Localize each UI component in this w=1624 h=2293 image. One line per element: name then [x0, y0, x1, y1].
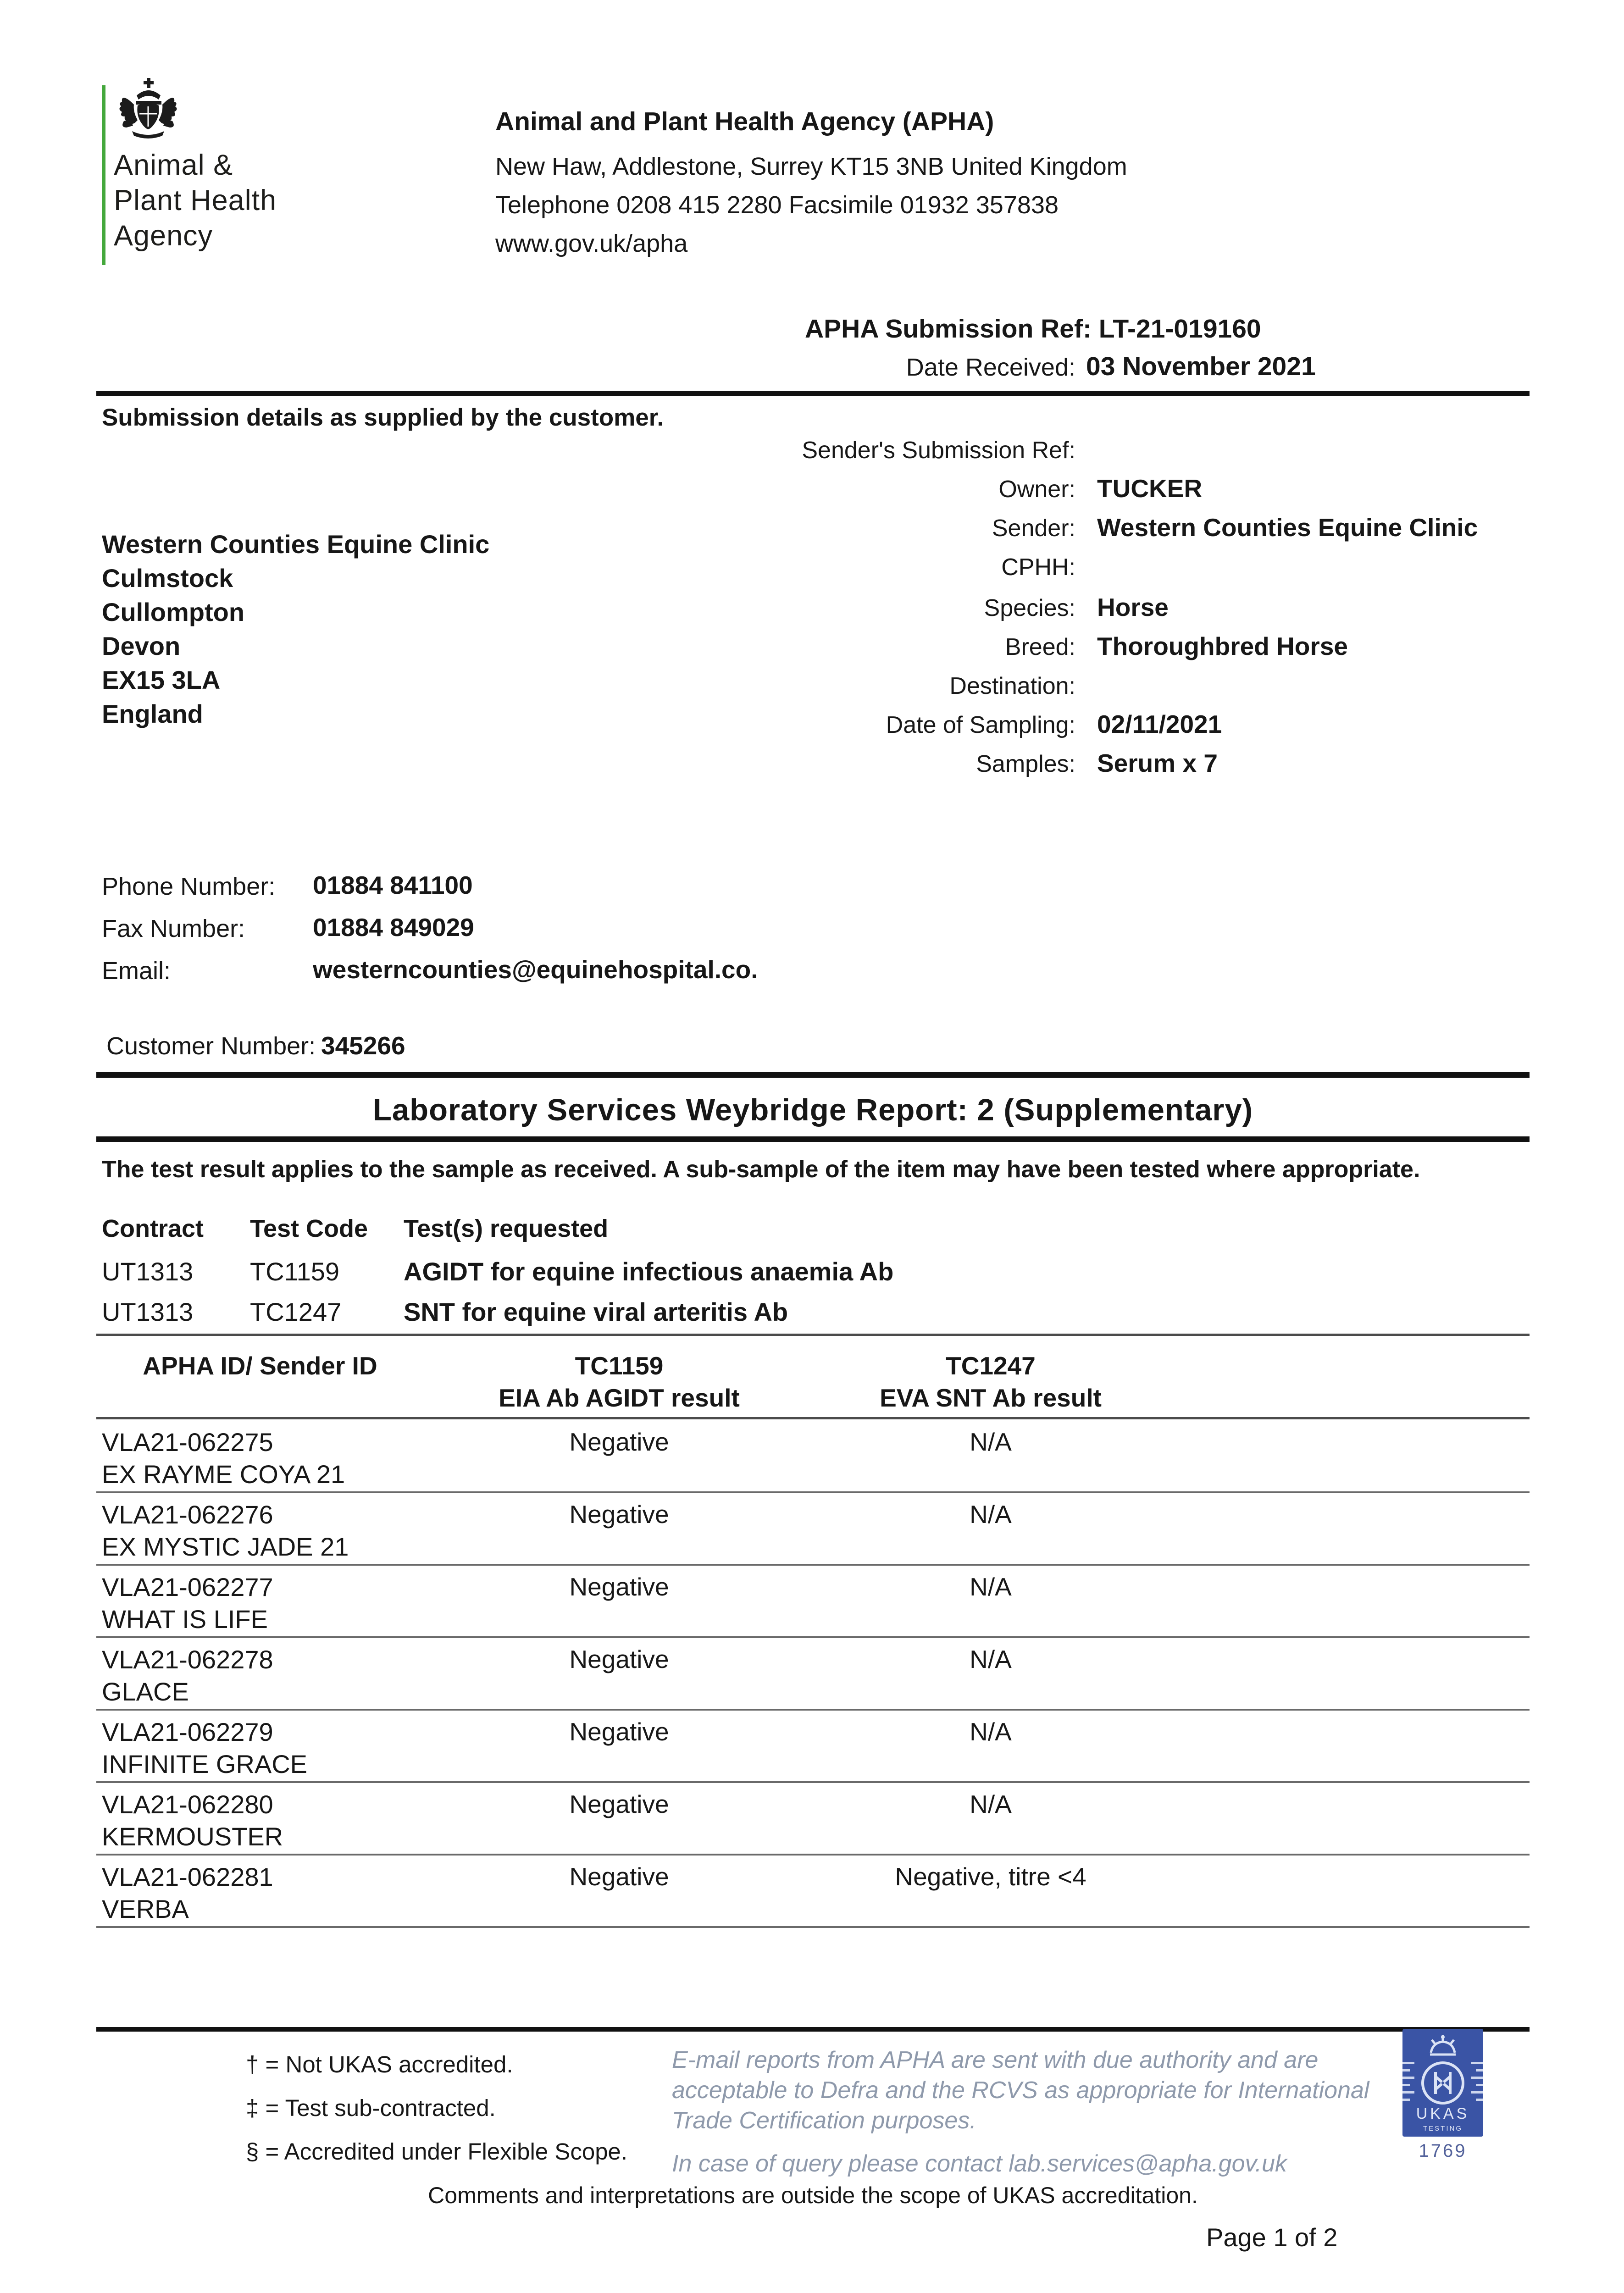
- field-label: Date of Sampling:: [886, 712, 1075, 738]
- report-title: Laboratory Services Weybridge Report: 2 (Supplementary): [372, 1093, 1253, 1127]
- apha-submission-ref: [805, 314, 1261, 344]
- field-label: Sender:: [992, 515, 1075, 542]
- divider-above-title: [96, 1072, 1530, 1078]
- result-col1: Negative: [569, 1645, 669, 1673]
- customer-details-heading: Submission details as supplied by the customer.: [102, 404, 664, 431]
- field-label: Breed:: [1005, 634, 1075, 660]
- result-col2: Negative, titre <4: [895, 1862, 1086, 1891]
- date-received-label: Date Received:: [906, 354, 1075, 381]
- result-col2: N/A: [970, 1500, 1012, 1529]
- sample-id: VLA21-062277: [102, 1573, 273, 1601]
- results-table-top-rule: [96, 1334, 1530, 1336]
- field-label: Owner:: [998, 476, 1075, 503]
- test-code-header: Test Code: [250, 1215, 368, 1242]
- svg-text:TESTING: TESTING: [1423, 2125, 1463, 2132]
- field-label: Sender's Submission Ref:: [802, 437, 1075, 464]
- email-note-line: Trade Certification purposes.: [672, 2107, 976, 2134]
- contact-label: Phone Number:: [102, 873, 276, 900]
- results-header-rule: [96, 1417, 1530, 1419]
- footer-rule: [96, 2027, 1530, 2032]
- results-col2-name: EVA SNT Ab result: [880, 1384, 1102, 1412]
- row-divider: [96, 1636, 1530, 1638]
- address-line: EX15 3LA: [102, 665, 221, 694]
- contact-value: 01884 841100: [313, 871, 473, 899]
- field-value: Thoroughbred Horse: [1097, 632, 1348, 660]
- contact-value: 01884 849029: [313, 913, 474, 942]
- sample-name: INFINITE GRACE: [102, 1750, 308, 1778]
- contract-cell: UT1313: [102, 1257, 194, 1286]
- contract-header: Contract: [102, 1215, 204, 1242]
- logo-line-1: Animal &: [114, 149, 233, 181]
- contact-label: Email:: [102, 957, 171, 985]
- sample-id: VLA21-062278: [102, 1645, 273, 1674]
- sample-id: VLA21-062281: [102, 1862, 273, 1891]
- result-col2: N/A: [970, 1645, 1012, 1673]
- field-value: Western Counties Equine Clinic: [1097, 513, 1478, 542]
- contract-cell: UT1313: [102, 1297, 194, 1326]
- logo-accent-bar: [102, 85, 105, 265]
- test-code-cell: TC1159: [250, 1257, 340, 1286]
- email-note-line: E-mail reports from APHA are sent with due authority and are: [672, 2047, 1319, 2073]
- address-line: Cullompton: [102, 598, 245, 626]
- field-value: TUCKER: [1097, 474, 1203, 503]
- agency-phone-fax: Telephone 0208 415 2280 Facsimile 01932 357838: [495, 191, 1059, 219]
- legend-not-ukas: † = Not UKAS accredited.: [246, 2051, 513, 2077]
- sample-id: VLA21-062275: [102, 1428, 273, 1457]
- sample-name: EX RAYME COYA 21: [102, 1460, 345, 1489]
- logo-line-3: Agency: [114, 220, 213, 252]
- field-value: 02/11/2021: [1097, 710, 1222, 738]
- sample-id: VLA21-062279: [102, 1717, 273, 1746]
- divider-top: [96, 391, 1530, 396]
- result-col1: Negative: [569, 1790, 669, 1818]
- email-note-line: acceptable to Defra and the RCVS as appropriate for International: [672, 2077, 1369, 2104]
- customer-number-value: 345266: [321, 1031, 405, 1060]
- sample-name: GLACE: [102, 1677, 189, 1706]
- result-col1: Negative: [569, 1862, 669, 1891]
- query-note: In case of query please contact lab.services@apha.gov.uk: [672, 2150, 1287, 2177]
- test-code-cell: TC1247: [250, 1297, 342, 1326]
- ukas-testing-logo: [1402, 2029, 1483, 2137]
- customer-address-block: [102, 527, 489, 731]
- sample-name: KERMOUSTER: [102, 1822, 283, 1851]
- field-label: Destination:: [949, 673, 1075, 699]
- sample-name: WHAT IS LIFE: [102, 1605, 268, 1634]
- royal-coat-of-arms-icon: [114, 77, 183, 148]
- customer-number-label: Customer Number:: [106, 1032, 316, 1060]
- contact-label: Fax Number:: [102, 915, 245, 942]
- ukas-number: 1769: [1419, 2141, 1467, 2161]
- field-label: Samples:: [976, 751, 1075, 777]
- row-divider: [96, 1491, 1530, 1493]
- row-divider: [96, 1854, 1530, 1855]
- address-line: Culmstock: [102, 564, 233, 593]
- logo-line-2: Plant Health: [114, 184, 277, 216]
- result-col2: N/A: [970, 1573, 1012, 1601]
- test-requested-cell: AGIDT for equine infectious anaemia Ab: [404, 1257, 894, 1286]
- comments-note: Comments and interpretations are outside the scope of UKAS accreditation.: [428, 2182, 1198, 2208]
- svg-text:UKAS: UKAS: [1416, 2105, 1470, 2122]
- row-divider: [96, 1709, 1530, 1711]
- sample-id: VLA21-062280: [102, 1790, 273, 1819]
- test-requested-cell: SNT for equine viral arteritis Ab: [404, 1297, 788, 1326]
- page-number: Page 1 of 2: [1206, 2223, 1338, 2252]
- field-value: Serum x 7: [1097, 749, 1218, 777]
- agency-title: Animal and Plant Health Agency (APHA): [495, 107, 994, 136]
- field-value: Horse: [1097, 593, 1169, 621]
- address-line: England: [102, 699, 203, 728]
- agency-address: New Haw, Addlestone, Surrey KT15 3NB United Kingdom: [495, 153, 1127, 180]
- field-label: CPHH:: [1001, 554, 1075, 581]
- report-disclaimer: The test result applies to the sample as received. A sub-sample of the item may have been tested where appropriate.: [102, 1156, 1420, 1183]
- sample-name: VERBA: [102, 1894, 189, 1923]
- row-divider: [96, 1564, 1530, 1566]
- row-divider: [96, 1926, 1530, 1928]
- sample-name: EX MYSTIC JADE 21: [102, 1532, 349, 1561]
- results-col1-name: EIA Ab AGIDT result: [499, 1384, 740, 1412]
- row-divider: [96, 1781, 1530, 1783]
- result-col2: N/A: [970, 1717, 1012, 1746]
- result-col1: Negative: [569, 1428, 669, 1456]
- agency-logo-wordmark: [114, 148, 277, 254]
- divider-below-title: [96, 1136, 1530, 1142]
- sample-id: VLA21-062276: [102, 1500, 273, 1529]
- result-col1: Negative: [569, 1717, 669, 1746]
- contact-value: westerncounties@equinehospital.co.: [313, 955, 758, 984]
- results-id-header: APHA ID/ Sender ID: [143, 1351, 377, 1380]
- legend-flexible-scope: § = Accredited under Flexible Scope.: [246, 2138, 628, 2165]
- result-col1: Negative: [569, 1500, 669, 1529]
- results-col2-code: TC1247: [946, 1351, 1036, 1380]
- result-col1: Negative: [569, 1573, 669, 1601]
- address-line: Western Counties Equine Clinic: [102, 530, 490, 559]
- result-col2: N/A: [970, 1790, 1012, 1818]
- result-col2: N/A: [970, 1428, 1012, 1456]
- tests-requested-header: Test(s) requested: [404, 1215, 609, 1242]
- address-line: Devon: [102, 631, 181, 660]
- field-label: Species:: [984, 595, 1075, 621]
- submission-ref-label: APHA Submission Ref:: [805, 314, 1092, 343]
- submission-ref-value: LT-21-019160: [1098, 314, 1261, 343]
- legend-subcontracted: ‡ = Test sub-contracted.: [246, 2095, 496, 2121]
- date-received-value: 03 November 2021: [1086, 352, 1316, 381]
- agency-website: www.gov.uk/apha: [495, 230, 688, 257]
- results-col1-code: TC1159: [575, 1351, 664, 1380]
